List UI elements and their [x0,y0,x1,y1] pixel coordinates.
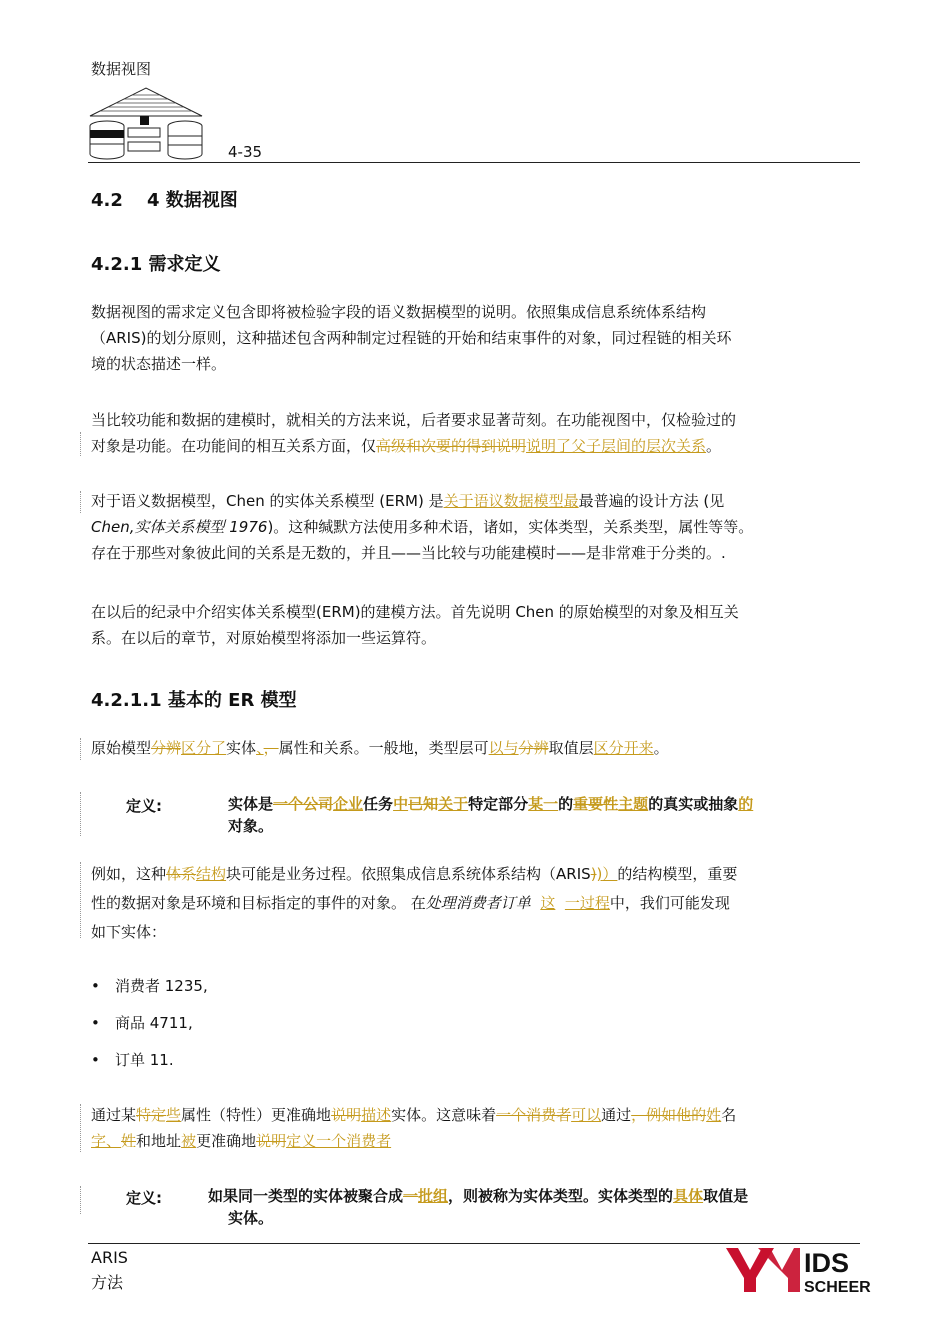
footer-rule [88,1243,860,1244]
deleted-text: 说明 [256,1132,287,1150]
text-line [91,735,861,761]
list-item [91,975,208,996]
text-run: 名 [721,1106,737,1124]
inserted-text: 关于 [438,795,469,813]
deleted-text: 说明 [331,1106,362,1124]
inserted-text: 可以 [571,1106,602,1124]
paragraph-5 [91,735,861,761]
change-bar [80,738,81,760]
inserted-text: 这 [540,894,556,912]
inserted-text: 某一 [528,795,559,813]
definition-text [208,1185,862,1229]
text-run: 属性和关系。一般地，类型层可 [278,739,489,757]
change-bar [80,1104,81,1152]
emphasis-text: 处理消费者订单 [425,894,531,912]
data-view-logo [88,86,206,164]
text-run: 的结构模型，重要 [617,865,738,883]
text-line [91,860,861,889]
text-run: 特定部分 [468,795,529,813]
text-run: 属性（特性）更准确地 [181,1106,332,1124]
list-item-text: 消费者 1235, [115,977,208,995]
list-item-text: 订单 11. [115,1051,174,1069]
text-line: 数据视图的需求定义包含即将被检验字段的语义数据模型的说明。依照集成信息系统体系结构 [91,303,707,321]
inserted-text: 以与 [488,739,519,757]
bullet-icon: • [91,1051,100,1069]
deleted-text: 高级和次要的得到说明 [376,437,527,455]
inserted-text: 描述 [361,1106,392,1124]
bullet-icon: • [91,1014,100,1032]
text-line: 在以后的纪录中介绍实体关系模型(ERM)的建模方法。首先说明 Chen 的原始模型的对象及相互关 [91,603,739,621]
text-run: 的 [558,795,574,813]
text-run: 中，我们可能发现 [609,894,730,912]
deleted-text: 姓 [121,1132,137,1150]
footer-line-2: 方法 [91,1273,124,1292]
list-item [91,1012,193,1033]
text-run: 通过 [601,1106,632,1124]
text-line: （ARIS)的划分原则，这种描述包含两种制定过程链的开始和结束事件的对象，同过程链的相关环 [91,329,732,347]
text-line [91,1102,861,1128]
inserted-text: 的 [738,795,754,813]
definition-label: 定义: [126,1189,162,1207]
inserted-text: ） [602,865,618,883]
inserted-text: 、 [256,739,264,757]
inserted-text: 姓 [706,1106,722,1124]
definition-label: 定义: [126,797,162,815]
ids-scheer-logo [724,1246,871,1300]
change-bar [80,792,81,836]
inserted-text: 企业 [333,795,364,813]
deleted-text: 分辨 [518,739,549,757]
text-line [91,1128,861,1154]
text-run: 对象是功能。在功能间的相互关系方面，仅 [91,437,377,455]
text-line [91,433,861,459]
text-line: 对象。 [228,817,274,835]
inserted-text: 批组 [418,1187,449,1205]
inserted-text: 被 [181,1132,197,1150]
text-line: 如下实体： [91,923,167,941]
text-run: 最普遍的设计方法 (见 [578,492,725,510]
text-run: 任务 [363,795,394,813]
paragraph-3 [91,488,861,566]
deleted-text: ) [590,865,597,883]
inserted-text: 结构 [196,865,227,883]
inserted-text: 一过程 [564,894,610,912]
text-line: 境的状态描述一样。 [91,355,227,373]
citation: Chen,实体关系模型 1976 [91,518,268,536]
change-bar [80,432,81,456]
inserted-text: 定义一个消费者 [286,1132,392,1150]
subsubsection-heading: 4.2.1.1 基本的 ER 模型 [91,690,297,711]
header-title: 数据视图 [91,60,152,78]
page-number: 4-35 [228,143,263,161]
inserted-text: 区分了 [181,739,227,757]
text-line [91,488,861,514]
text-run: 更准确地 [196,1132,257,1150]
deleted-text: 分辨 [151,739,182,757]
text-run: 对于语义数据模型，Chen 的实体关系模型 (ERM) 是 [91,492,444,510]
section-heading [91,186,238,212]
text-run: 实体 [226,739,257,757]
text-run: 通过某 [91,1106,137,1124]
text-run: 原始模型 [91,739,152,757]
paragraph-2 [91,407,861,459]
inserted-text: ) [596,865,603,883]
text-run: 的真实或抽象 [648,795,739,813]
section-number: 4.2 [91,190,123,211]
definition-text [228,793,862,837]
text-run: 和地址 [136,1132,182,1150]
section-title: 4 数据视图 [147,190,238,211]
text-run: 例如，这种 [91,865,167,883]
paragraph-4 [91,599,861,651]
text-run: 实体是 [228,795,274,813]
paragraph-1 [91,299,861,377]
inserted-text: 区分开来 [593,739,654,757]
logo-brand-top: IDS [804,1248,850,1278]
text-run: )。这种缄默方法使用多种术语，诸如，实体类型，关系类型，属性等等。 [267,518,754,536]
header-rule [88,162,860,163]
text-line: 当比较功能和数据的建模时，就相关的方法来说，后者要求显著苛刻。在功能视图中，仅检验过的 [91,411,737,429]
text-line [91,514,861,540]
bullet-icon: • [91,977,100,995]
deleted-text: 一个消费者 [496,1106,572,1124]
deleted-text: 体系 [166,865,197,883]
inserted-text: 关于语议数据模型最 [443,492,579,510]
text-run: 块可能是业务过程。依照集成信息系统体系结构（ARIS [226,865,591,883]
text-run: 如果同一类型的实体被聚合成 [208,1187,404,1205]
deleted-text: 已知 [408,795,439,813]
text-run: 实体。这意味着 [391,1106,497,1124]
inserted-text: 中 [393,795,409,813]
text-line [208,1185,862,1207]
deleted-text: 重要性 [573,795,619,813]
paragraph-6 [91,860,861,947]
text-line: 实体。 [228,1209,274,1227]
inserted-text: 说明了父子层间的层次关系 [526,437,707,455]
text-run: 。 [706,437,722,455]
logo-brand-bottom: SCHEER [804,1279,871,1296]
list-item-text: 商品 4711, [115,1014,193,1032]
deleted-text: ， [263,739,279,757]
change-bar [80,491,81,513]
footer-line-1: ARIS [91,1248,128,1267]
text-run: 性的数据对象是环境和目标指定的事件的对象。 在 [91,894,426,912]
subsection-heading: 4.2.1 需求定义 [91,254,221,275]
deleted-text: ，例如他的 [631,1106,707,1124]
change-bar [80,862,81,938]
text-run: 取值是 [703,1187,749,1205]
inserted-text: 字、 [91,1132,122,1150]
list-item [91,1049,174,1070]
paragraph-7 [91,1102,861,1154]
deleted-text: 一 [403,1187,419,1205]
text-line: 存在于那些对象彼此间的关系是无数的，并且——当比较与功能建模时——是非常难于分类的。. [91,544,726,562]
text-line [228,793,862,815]
inserted-text: 些 [166,1106,182,1124]
text-run: 取值层 [548,739,594,757]
text-line [91,889,861,918]
deleted-text: 特定 [136,1106,167,1124]
inserted-text: 具体 [673,1187,704,1205]
change-bar [80,1186,81,1214]
text-line: 系。在以后的章节，对原始模型将添加一些运算符。 [91,629,437,647]
deleted-text: 一个公司 [273,795,334,813]
inserted-text: 主题 [618,795,649,813]
text-run: ，则被称为实体类型。实体类型的 [448,1187,674,1205]
text-run: 。 [653,739,669,757]
